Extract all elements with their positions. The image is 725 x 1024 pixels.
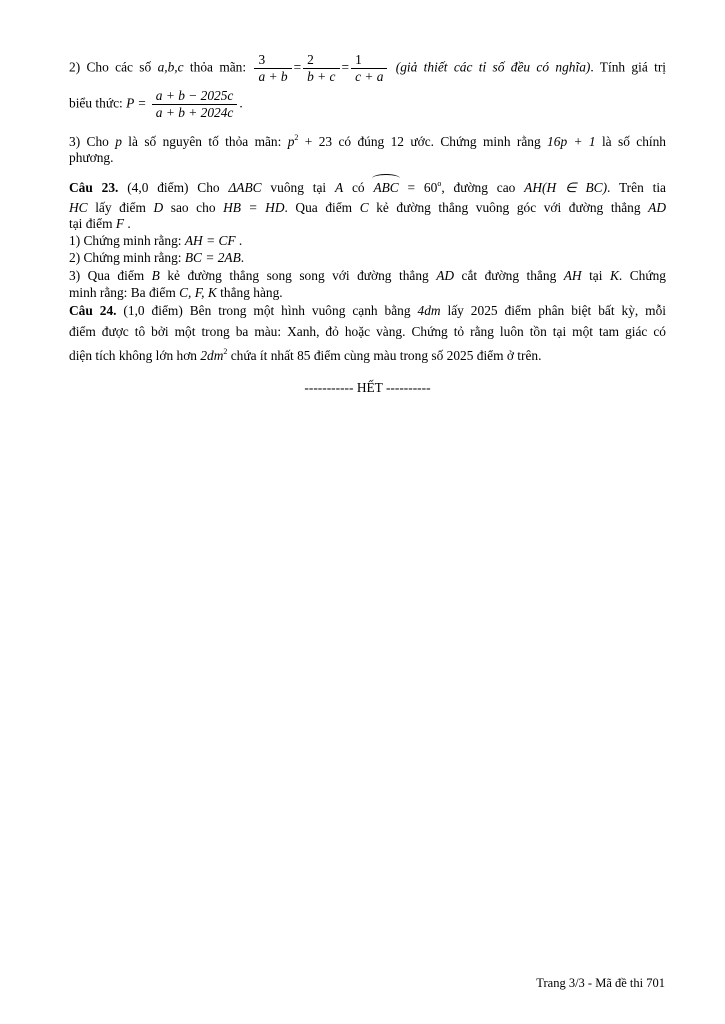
fraction-2: $\frac{2}{b + c}$ bbox=[303, 52, 339, 85]
text: 2) Cho các số bbox=[69, 59, 158, 75]
q23-part2: 2) Chứng minh rằng: BC = 2AB. bbox=[69, 250, 245, 265]
question-title: Câu 23. bbox=[69, 180, 119, 195]
q23-part1: 1) Chứng minh rằng: AH = CF . bbox=[69, 233, 243, 248]
q22-part2-line: 2) Cho các số a,b,c thỏa mãn: $\frac{3}{a + b}$ = $\frac{2}{b + c}$ = $\frac{1}{c + a}$ (giả thiết các tỉ số đều có nghĩa). Tính giá trị bbox=[69, 52, 667, 84]
q24-line3: diện tích không lớn hơn $2dm^2$ chứa ít nhất 85 điểm cùng màu trong số 2025 điểm ở trên. bbox=[69, 347, 542, 363]
q22-part3-line: 3) Cho p là số nguyên tố thỏa mãn: $p^2 + 23$ có đúng 12 ước. Chứng minh rằng 16p + 1 là số chính bbox=[69, 133, 667, 149]
q24-line2: điểm được tô bởi một trong ba màu: Xanh, đỏ hoặc vàng. Chứng tỏ rằng luôn tồn tại một tam giác có bbox=[69, 324, 666, 339]
page-footer: Trang 3/3 - Mã đề thi 701 bbox=[536, 976, 665, 990]
end-mark: ----------- HẾT ---------- bbox=[304, 380, 431, 395]
q23-line1: Câu 23. (4,0 điểm) Cho ΔABC vuông tại A có ABC = $60^o$, đường cao AH(H ∈ BC). Trên tia bbox=[69, 179, 666, 195]
q23-part3-cont: minh rằng: Ba điểm C, F, K thẳng hàng. bbox=[69, 285, 283, 300]
q23-line2: HC lấy điểm D sao cho HB = HD. Qua điểm C kẻ đường thẳng vuông góc với đường thẳng AD bbox=[69, 200, 667, 215]
angle-arc: ABC bbox=[373, 177, 398, 196]
fraction-1: $\frac{3}{a + b}$ bbox=[254, 52, 291, 85]
text: biểu thức: bbox=[69, 95, 127, 111]
question-title: Câu 24. bbox=[69, 303, 117, 318]
text: . Tính giá trị bbox=[590, 59, 667, 75]
text: thỏa mãn: bbox=[183, 59, 253, 75]
math: P = bbox=[126, 95, 147, 111]
q23-line3: tại điểm F . bbox=[69, 216, 131, 231]
q24-line1: Câu 24. (1,0 điểm) Bên trong một hình vuông cạnh bằng 4dm lấy 2025 điểm phân biệt bất kỳ, mỗi bbox=[69, 303, 666, 318]
fraction-3: $\frac{1}{c + a}$ bbox=[351, 52, 387, 85]
fraction-P: $\frac{a + b - 2025c}{a + b + 2024c}$ bbox=[152, 88, 238, 121]
math: a,b,c bbox=[157, 59, 184, 75]
q23-part3: 3) Qua điểm B kẻ đường thẳng song song với đường thẳng AD cắt đường thẳng AH tại K. Chứng bbox=[69, 268, 666, 283]
note: (giả thiết các tỉ số đều có nghĩa) bbox=[395, 59, 591, 75]
q22-part3-cont: phương. bbox=[69, 150, 114, 165]
q22-expression-line: biểu thức: P = $\frac{a + b - 2025c}{a + b + 2024c}$ . bbox=[69, 88, 243, 120]
